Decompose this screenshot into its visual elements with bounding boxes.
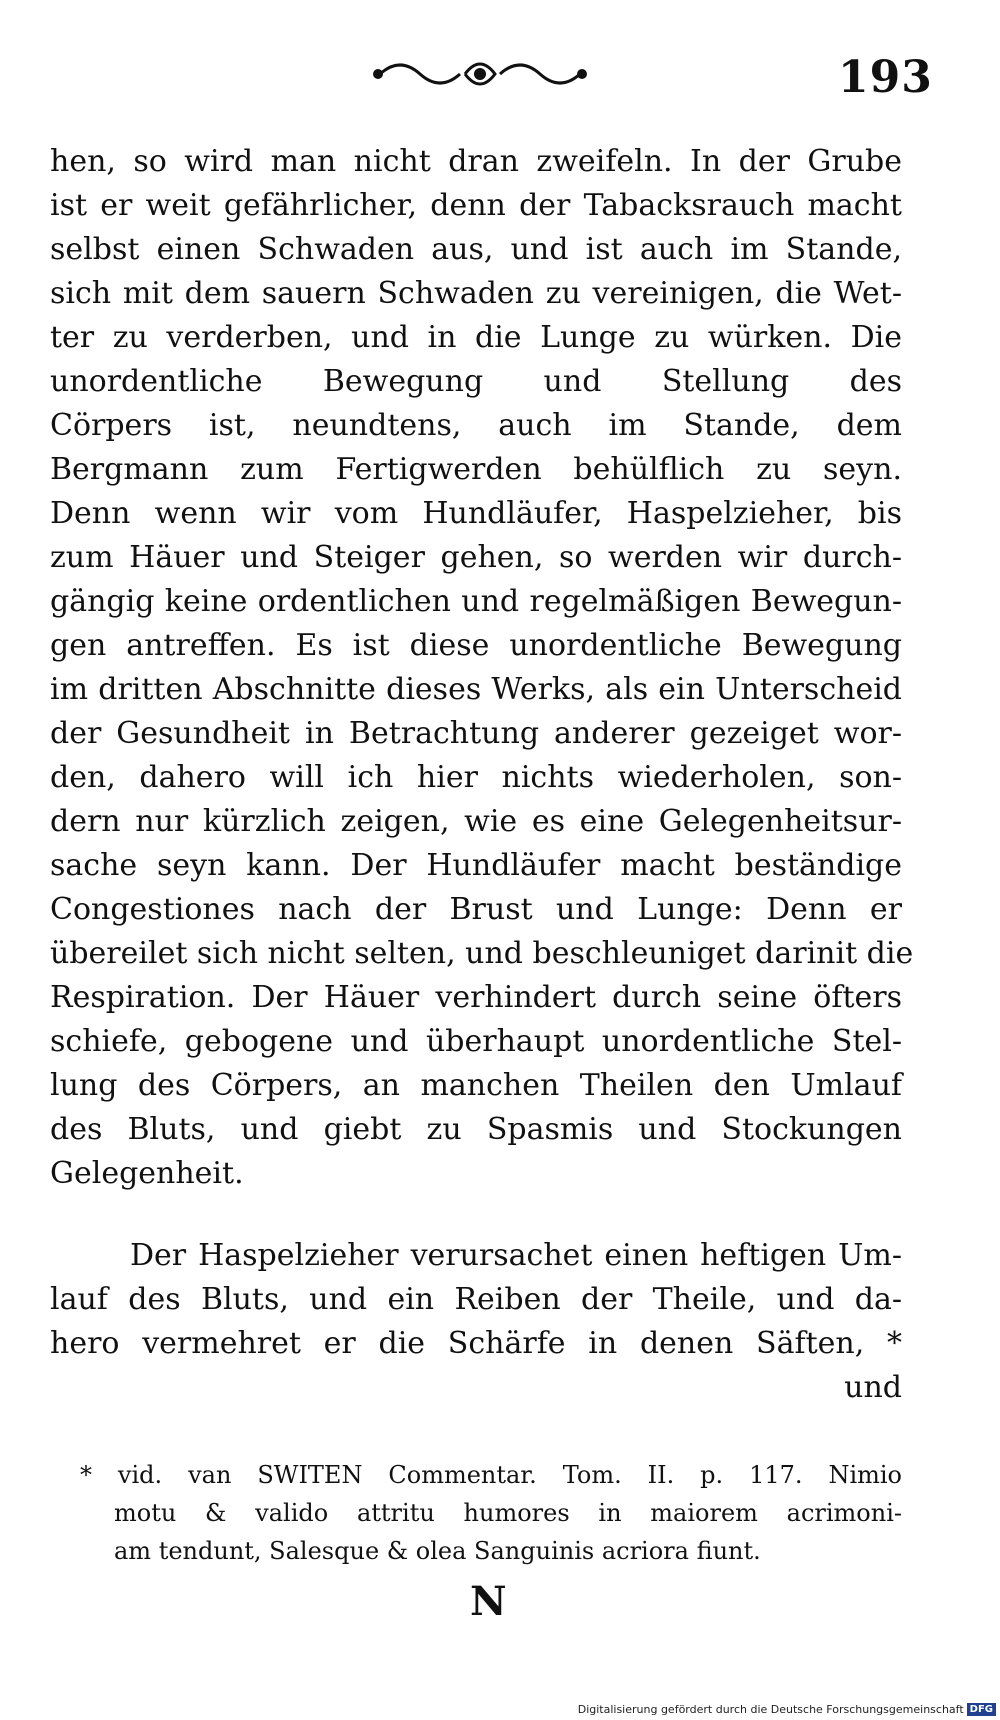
text-line: lauf des Bluts, und ein Reiben der Theile, und da- — [50, 1282, 902, 1317]
footnote-line: am tendunt, Salesque & olea Sanguinis acriora fiunt. — [114, 1537, 761, 1565]
text-line: ist er weit gefährlicher, denn der Tabacksrauch macht — [50, 188, 902, 223]
digitization-credit — [578, 1703, 996, 1716]
text-line: Congestiones nach der Brust und Lunge: Denn er — [50, 892, 902, 927]
decorative-ornament-icon — [370, 52, 590, 96]
text-line: des Bluts, und giebt zu Spasmis und Stockungen — [50, 1112, 902, 1147]
text-line: der Gesundheit in Betrachtung anderer gezeiget wor- — [50, 716, 902, 751]
text-line: sache seyn kann. Der Hundläufer macht beständige — [50, 848, 902, 883]
text-line: Gelegenheit. — [50, 1156, 244, 1191]
dfg-logo: DFG — [967, 1703, 996, 1716]
text-line: im dritten Abschnitte dieses Werks, als ein Unterscheid — [50, 672, 902, 707]
second-paragraph — [50, 1234, 902, 1410]
page-number: 193 — [838, 52, 933, 103]
footnote — [80, 1456, 902, 1570]
text-line: zum Häuer und Steiger gehen, so werden wir durch- — [50, 540, 902, 575]
footnote-line: motu & valido attritu humores in maiorem acrimoni- — [114, 1499, 902, 1527]
text-line: gen antreffen. Es ist diese unordentliche Bewegung — [50, 628, 902, 663]
text-line: lung des Cörpers, an manchen Theilen den Umlauf — [50, 1068, 902, 1103]
catchword: und — [844, 1370, 902, 1405]
text-line: schiefe, gebogene und überhaupt unordentliche Stel- — [50, 1024, 902, 1059]
text-line: hen, so wird man nicht dran zweifeln. In der Grube — [50, 144, 902, 179]
text-line: Der Haspelzieher verursachet einen heftigen Um- — [130, 1238, 902, 1273]
main-paragraph — [50, 140, 914, 1196]
text-line: Bergmann zum Fertigwerden behülflich zu seyn. — [50, 452, 902, 487]
text-line: gängig keine ordentlichen und regelmäßigen Bewegun- — [50, 584, 902, 619]
text-line: dern nur kürzlich zeigen, wie es eine Gelegenheitsur- — [50, 804, 902, 839]
text-line: den, dahero will ich hier nichts wiederholen, son- — [50, 760, 902, 795]
text-line: Cörpers ist, neundtens, auch im Stande, dem — [50, 408, 902, 443]
text-line: ter zu verderben, und in die Lunge zu würken. Die — [50, 320, 902, 355]
text-line: Denn wenn wir vom Hundläufer, Haspelzieher, bis — [50, 496, 902, 531]
text-line: sich mit dem sauern Schwaden zu vereinigen, die Wet- — [50, 276, 902, 311]
footnote-line: * vid. van SWITEN Commentar. Tom. II. p. 117. Nimio — [80, 1461, 902, 1489]
text-line: hero vermehret er die Schärfe in denen Säften, * — [50, 1326, 902, 1361]
text-line: Respiration. Der Häuer verhindert durch seine öfters — [50, 980, 902, 1015]
signature-mark: N — [470, 1578, 507, 1625]
text-line: selbst einen Schwaden aus, und ist auch im Stande, — [50, 232, 902, 267]
text-line: übereilet sich nicht selten, und beschleuniget darinit die — [50, 936, 914, 971]
text-line: unordentliche Bewegung und Stellung des — [50, 364, 902, 399]
credit-text: Digitalisierung gefördert durch die Deutsche Forschungsgemeinschaft — [577, 1703, 964, 1716]
